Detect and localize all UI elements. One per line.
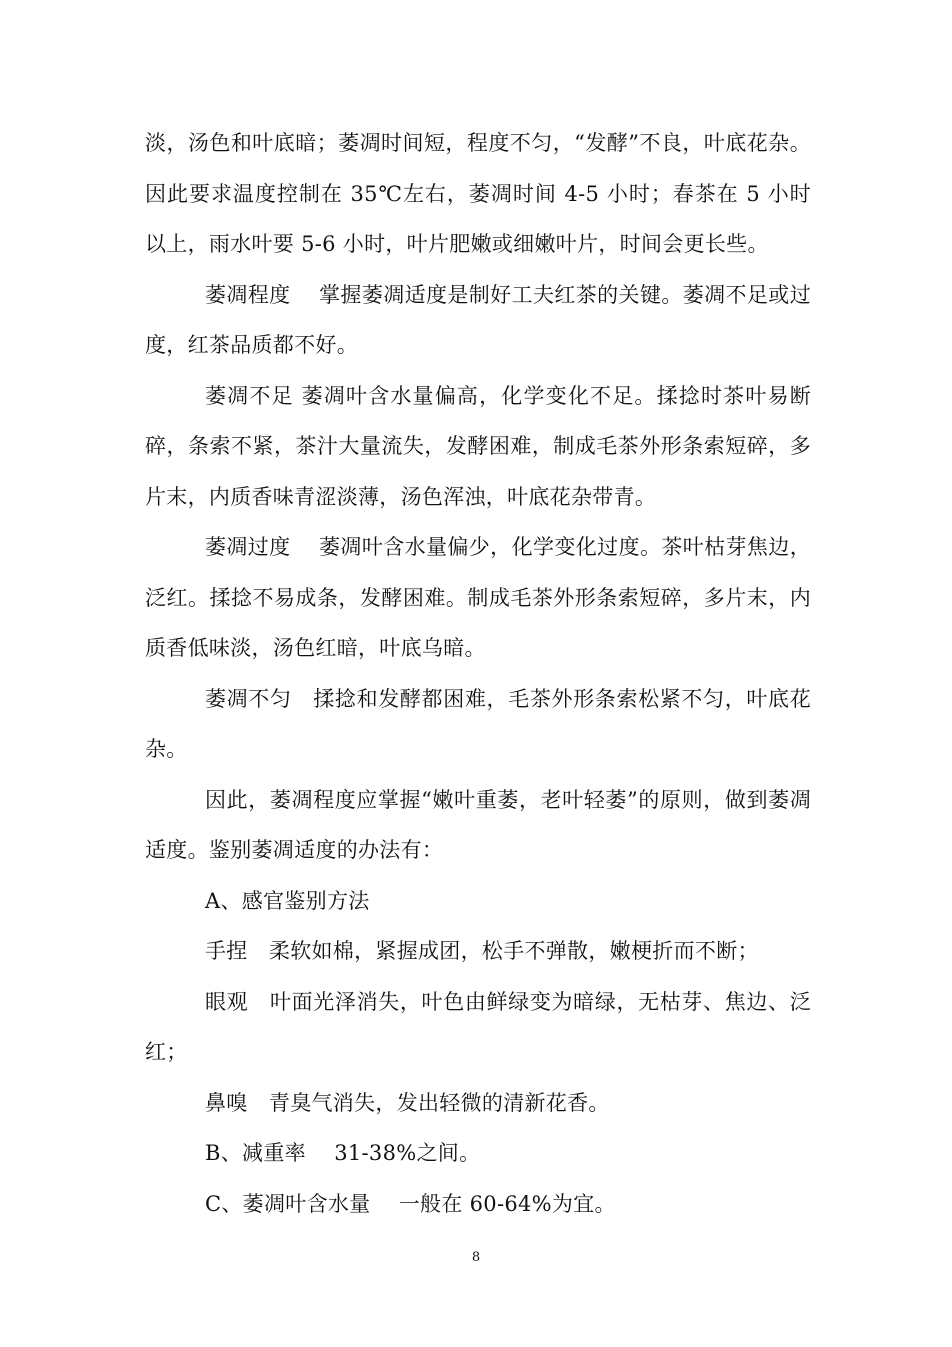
list-item-nose-smell: 鼻嗅 青臭气消失，发出轻微的清新花香。 (205, 1090, 610, 1115)
page-number: 8 (471, 1250, 481, 1265)
paragraph-withering-principle: 因此，萎凋程度应掌握“嫩叶重萎，老叶轻萎”的原则，做到萎凋适度。鉴别萎凋适度的办法有： (145, 787, 811, 862)
list-heading-sensory-method: A、感官鉴别方法 (205, 888, 370, 913)
paragraph-under-withering: 萎凋不足 萎凋叶含水量偏高，化学变化不足。揉捻时茶叶易断碎，条索不紧，茶汁大量流失，发酵困难，制成毛茶外形条索短碎，多片末，内质香味青涩淡薄，汤色浑浊，叶底花杂带青。 (145, 383, 811, 509)
list-item-hand-pinch: 手捏 柔软如棉，紧握成团，松手不弹散，嫩梗折而不断； (205, 939, 759, 963)
list-item-weight-loss-rate: B、减重率 31-38%之间。 (205, 1141, 481, 1165)
list-item-eye-observe: 眼观 叶面光泽消失，叶色由鲜绿变为暗绿，无枯芽、焦边、泛红； (145, 989, 811, 1064)
list-item-moisture-content: C、萎凋叶含水量 一般在 60-64%为宜。 (205, 1191, 616, 1216)
paragraph-continuation: 淡，汤色和叶底暗；萎凋时间短，程度不匀，“发酵”不良，叶底花杂。因此要求温度控制在 35℃左右，萎凋时间 4-5 小时；春茶在 5 小时以上，雨水叶要 5-6 小时，叶片肥嫩或细嫩叶片，时间会更长些。 (145, 131, 811, 256)
document-body (145, 118, 811, 1229)
paragraph-withering-degree: 萎凋程度 掌握萎凋适度是制好工夫红茶的关键。萎凋不足或过度，红茶品质都不好。 (145, 282, 811, 357)
paragraph-uneven-withering: 萎凋不匀 揉捻和发酵都困难，毛茶外形条索松紧不匀，叶底花杂。 (145, 686, 811, 761)
paragraph-over-withering: 萎凋过度 萎凋叶含水量偏少，化学变化过度。茶叶枯芽焦边，泛红。揉捻不易成条，发酵困难。制成毛茶外形条索短碎，多片末，内质香低味淡，汤色红暗，叶底乌暗。 (145, 535, 811, 660)
